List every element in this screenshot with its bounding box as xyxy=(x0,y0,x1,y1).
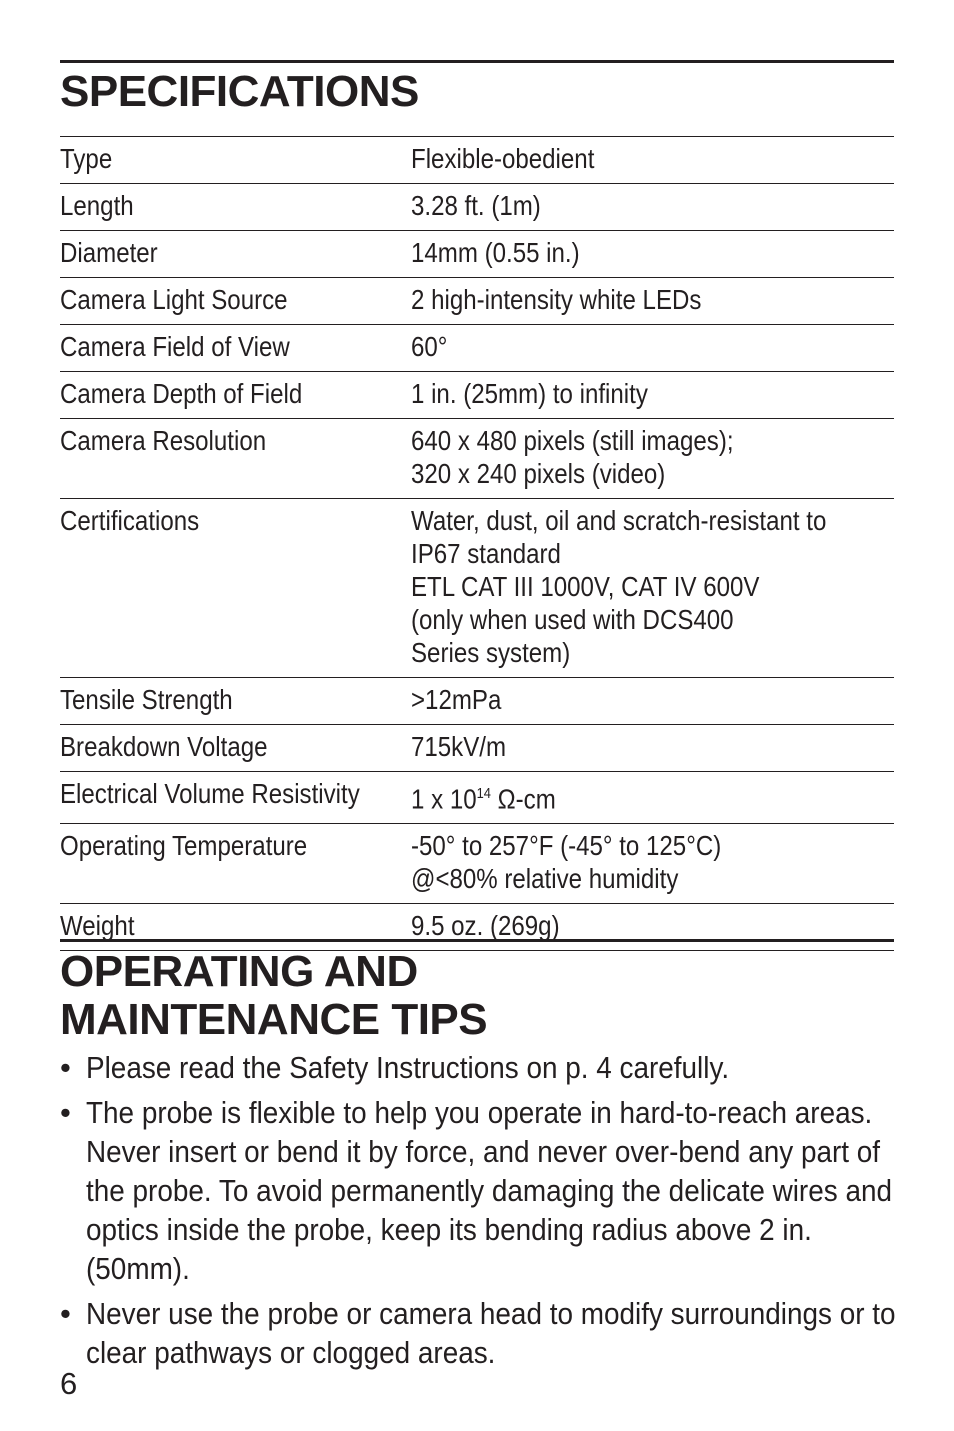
spec-label: Tensile Strength xyxy=(60,684,233,715)
table-row xyxy=(60,372,894,419)
section-rule-tips xyxy=(60,939,894,942)
spec-value: 2 high-intensity white LEDs xyxy=(411,284,702,315)
list-item xyxy=(60,1048,894,1087)
list-item xyxy=(60,1294,894,1372)
table-row xyxy=(60,325,894,372)
bullet-icon: • xyxy=(60,1050,71,1085)
table-row xyxy=(60,824,894,904)
spec-label: Length xyxy=(60,190,134,221)
spec-value: -50° to 257°F (-45° to 125°C) @<80% relative humidity xyxy=(411,830,722,895)
spec-label: Camera Depth of Field xyxy=(60,378,303,409)
tips-title-line1: OPERATING AND xyxy=(60,947,418,996)
spec-label: Camera Resolution xyxy=(60,425,267,456)
table-row xyxy=(60,499,894,678)
spec-value: Flexible-obedient xyxy=(411,143,595,174)
table-row xyxy=(60,904,894,951)
tips-list xyxy=(60,1048,894,1378)
table-row xyxy=(60,231,894,278)
table-row xyxy=(60,678,894,725)
table-row xyxy=(60,184,894,231)
specifications-title: SPECIFICATIONS xyxy=(60,67,419,116)
spec-value: Water, dust, oil and scratch-resistant to IP67 standard ETL CAT III 1000V, CAT IV 600V (only when used with DCS400 Series system) xyxy=(411,505,827,668)
spec-label: Operating Temperature xyxy=(60,830,308,862)
spec-label: Camera Light Source xyxy=(60,284,288,315)
table-row xyxy=(60,278,894,325)
table-row xyxy=(60,772,894,824)
spec-value: 1 in. (25mm) to infinity xyxy=(411,378,648,409)
spec-label: Weight xyxy=(60,910,135,942)
page-number: 6 xyxy=(60,1366,78,1401)
resistivity-base: 1 x 10 xyxy=(411,783,477,815)
table-row xyxy=(60,137,894,184)
tip-text: Never use the probe or camera head to modify surroundings or to clear pathways or clogged areas. xyxy=(86,1296,896,1370)
spec-value: 3.28 ft. (1m) xyxy=(411,190,541,221)
tips-title-line2: MAINTENANCE TIPS xyxy=(60,995,488,1044)
section-rule-specifications xyxy=(60,60,894,63)
table-row xyxy=(60,725,894,772)
list-item xyxy=(60,1093,894,1288)
tip-text: Please read the Safety Instructions on p. 4 carefully. xyxy=(86,1050,730,1085)
spec-value: >12mPa xyxy=(411,684,502,715)
spec-value: 60° xyxy=(411,331,448,362)
spec-label: Electrical Volume Resistivity xyxy=(60,778,360,809)
spec-label: Certifications xyxy=(60,505,200,536)
specifications-table xyxy=(60,136,894,951)
spec-label: Camera Field of View xyxy=(60,331,290,362)
tips-title xyxy=(60,948,487,1044)
spec-label: Type xyxy=(60,143,113,174)
spec-value: 715kV/m xyxy=(411,731,507,762)
tip-text: The probe is flexible to help you operate in hard-to-reach areas. Never insert or bend it by force, and never over-bend any part of the probe. To avoid permanently damaging the delicate wires and optics inside the probe, keep its bending radius above 2 in. (50mm). xyxy=(86,1095,893,1286)
spec-value: 9.5 oz. (269g) xyxy=(411,910,560,942)
bullet-icon: • xyxy=(60,1296,71,1331)
spec-value: 14mm (0.55 in.) xyxy=(411,237,580,268)
spec-value: 640 x 480 pixels (still images); 320 x 240 pixels (video) xyxy=(411,425,734,489)
spec-value-resistivity xyxy=(411,777,556,815)
resistivity-exponent: 14 xyxy=(476,785,491,802)
bullet-icon: • xyxy=(60,1095,71,1130)
resistivity-unit: Ω-cm xyxy=(491,783,556,815)
table-row xyxy=(60,419,894,499)
spec-label: Diameter xyxy=(60,237,158,268)
spec-label: Breakdown Voltage xyxy=(60,731,268,762)
